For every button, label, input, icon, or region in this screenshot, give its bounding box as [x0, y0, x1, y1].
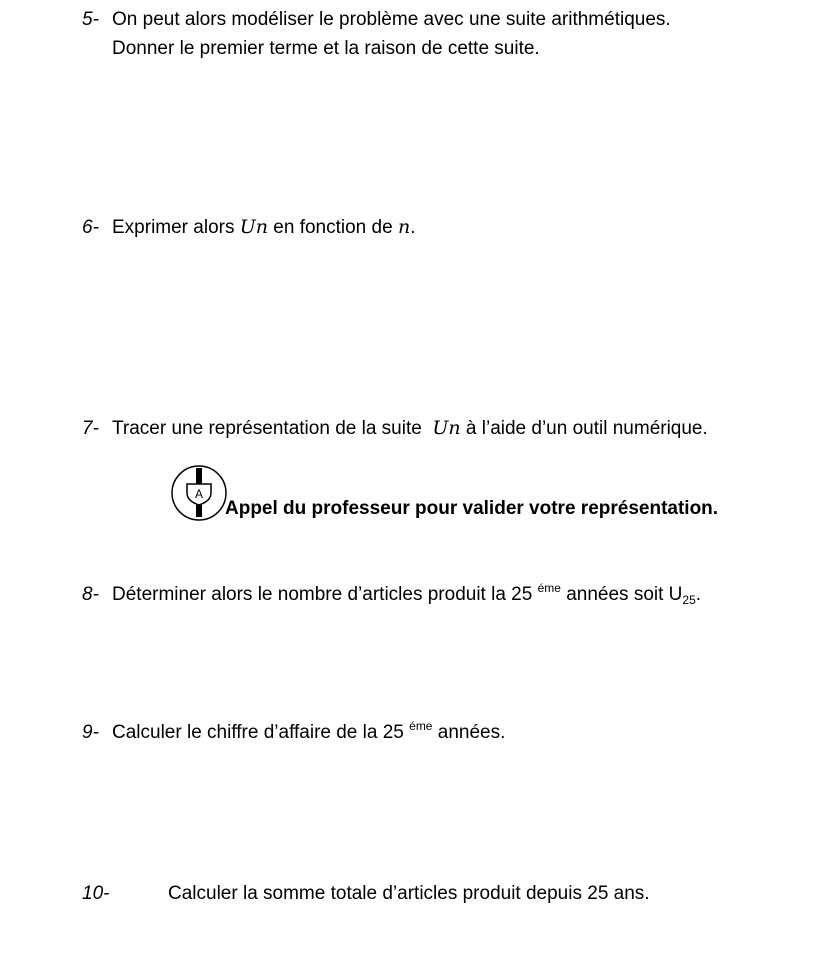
- question-text: à l’aide d’un outil numérique.: [460, 418, 708, 439]
- teacher-call-icon: [170, 464, 230, 524]
- question-number: 10-: [82, 883, 110, 904]
- question-number: 7-: [82, 418, 99, 439]
- icon-letter: A: [194, 487, 204, 501]
- question-6: [82, 213, 415, 242]
- question-text: .: [410, 217, 416, 238]
- question-number: 8-: [82, 584, 99, 605]
- question-number: 6-: [82, 217, 99, 238]
- question-text: On peut alors modéliser le problème avec une suite arithmétiques.: [112, 9, 671, 30]
- subscript-index: 25: [682, 593, 696, 607]
- question-text: Calculer le chiffre d’affaire de la 25: [112, 722, 410, 743]
- question-text: Exprimer alors: [112, 217, 240, 238]
- question-text: Déterminer alors le nombre d’articles produit la 25: [112, 584, 538, 605]
- question-10: [82, 880, 650, 908]
- question-5: [82, 6, 671, 34]
- teacher-call-text: Appel du professeur pour valider votre représentation.: [225, 498, 719, 519]
- question-number: 5-: [82, 9, 99, 30]
- question-5-continuation: Donner le premier terme et la raison de cette suite.: [112, 38, 540, 59]
- question-text: en fonction de: [268, 217, 398, 238]
- question-text: années soit U: [560, 584, 683, 605]
- ordinal-superscript: éme: [537, 581, 561, 595]
- question-text: .: [695, 584, 702, 605]
- question-number: 9-: [82, 722, 99, 743]
- math-variable: Un: [239, 216, 268, 238]
- question-9: [82, 719, 505, 747]
- question-text: Tracer une représentation de la suite: [112, 418, 433, 439]
- ordinal-superscript: éme: [409, 719, 433, 733]
- question-7: [82, 414, 708, 443]
- question-text: années.: [432, 722, 506, 743]
- teacher-call-callout: [170, 464, 750, 524]
- question-8: [82, 581, 701, 609]
- math-variable: Un: [432, 417, 461, 439]
- math-variable: n: [397, 216, 411, 238]
- question-text: Calculer la somme totale d’articles produit depuis 25 ans.: [168, 883, 650, 904]
